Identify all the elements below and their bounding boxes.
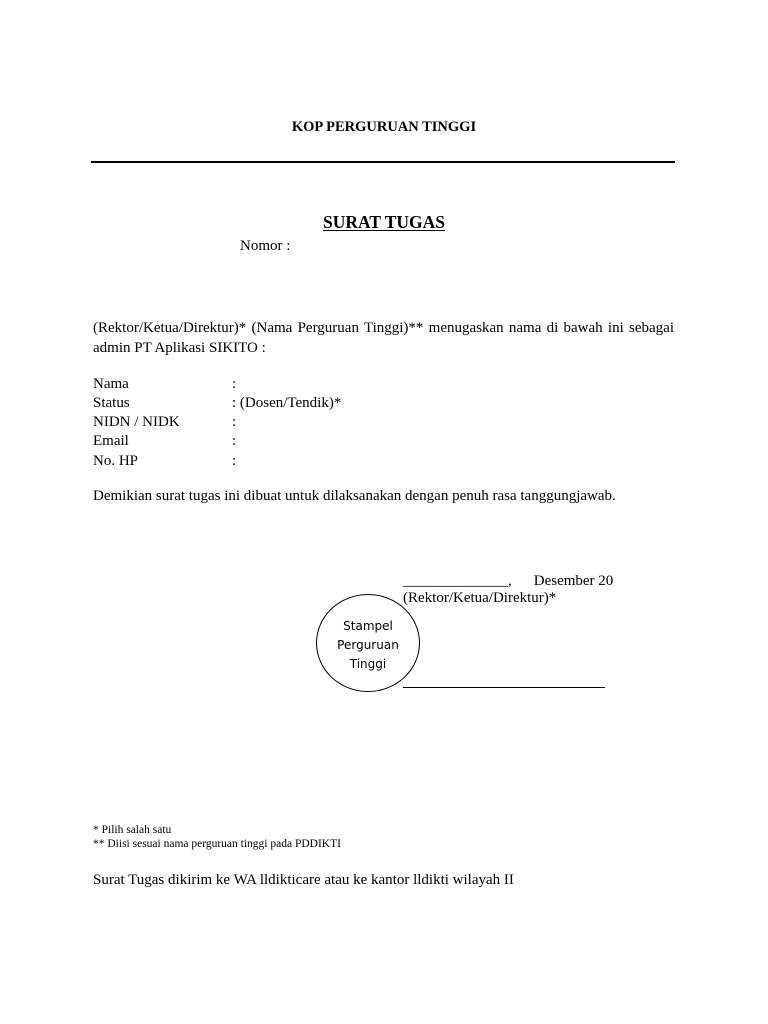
document-title: SURAT TUGAS (322, 212, 446, 232)
signature-line (403, 687, 605, 688)
signature-date-line (403, 573, 613, 590)
field-value: : (Dosen/Tendik)* (232, 395, 342, 411)
field-value: : (232, 453, 237, 469)
signatory-role: (Rektor/Ketua/Direktur)* (403, 590, 557, 606)
stamp-label: Stampel Perguruan Tinggi (337, 618, 399, 671)
field-label: Email (93, 433, 129, 449)
footnote-double-asterisk: ** Diisi sesuai nama perguruan tinggi pada PDDIKTI (93, 838, 341, 850)
intro-paragraph: (Rektor/Ketua/Direktur)* (Nama Perguruan Tinggi)** menugaskan nama di bawah ini sebagai admin PT Aplikasi SIKITO : (93, 320, 674, 356)
signature-date: Desember 20 (533, 573, 614, 589)
footnote-single-asterisk: * Pilih salah satu (93, 824, 172, 836)
field-value: : (232, 433, 237, 449)
field-value: : (232, 414, 237, 430)
closing-sentence: Demikian surat tugas ini dibuat untuk dilaksanakan dengan penuh rasa tanggungjawab. (93, 488, 616, 504)
field-value: : (232, 376, 237, 392)
field-label: Nama (93, 376, 129, 392)
field-label: Status (93, 395, 130, 411)
field-label: NIDN / NIDK (93, 414, 180, 430)
letterhead-divider (91, 161, 675, 163)
document-number-label: Nomor : (240, 238, 291, 254)
delivery-instruction: Surat Tugas dikirim ke WA lldikticare atau ke kantor lldikti wilayah II (93, 872, 514, 888)
signature-place-blank: ______________, (403, 573, 512, 589)
letterhead-title: KOP PERGURUAN TINGGI (291, 119, 477, 135)
stamp-placeholder (316, 594, 420, 692)
field-label: No. HP (93, 453, 139, 469)
